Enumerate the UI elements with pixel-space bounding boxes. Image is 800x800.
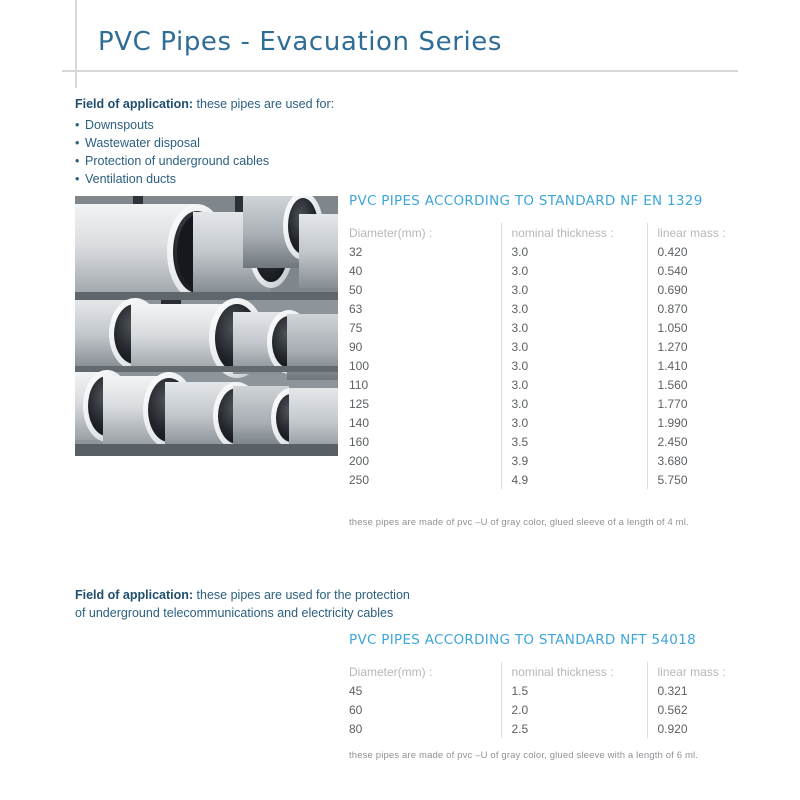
column-header-diameter: Diameter(mm) : (349, 225, 433, 240)
cell-thickness: 3.0 (501, 337, 647, 356)
cell-linear-mass: 0.690 (647, 280, 741, 299)
application-label: Field of application: (75, 97, 194, 111)
cell-thickness: 3.5 (501, 432, 647, 451)
cell-thickness: 3.0 (501, 299, 647, 318)
pvc-pipes-photo (75, 196, 338, 456)
cell-thickness: 2.5 (501, 719, 647, 738)
table-header-row (349, 662, 741, 681)
application-text: these pipes are used for the protection (193, 588, 410, 602)
cell-diameter: 50 (349, 282, 363, 297)
column-header-linear-mass: linear mass : (647, 223, 741, 242)
cell-diameter: 100 (349, 358, 370, 373)
cell-linear-mass: 0.870 (647, 299, 741, 318)
table-row (349, 700, 741, 719)
cell-linear-mass: 0.321 (647, 681, 741, 700)
header-vertical-rule (75, 0, 77, 88)
list-item (75, 170, 334, 188)
table-footnote: these pipes are made of pvc –U of gray color, glued sleeve with a length of 6 ml. (349, 750, 699, 761)
table-row (349, 451, 741, 470)
header-horizontal-rule (62, 70, 738, 72)
spec-table-block-2 (349, 632, 749, 761)
table-row (349, 394, 741, 413)
column-header-diameter: Diameter(mm) : (349, 664, 433, 679)
application-text-line-2: of underground telecommunications and electricity cables (75, 606, 394, 620)
list-item (75, 116, 334, 134)
table-row (349, 432, 741, 451)
table-title: PVC PIPES ACCORDING TO STANDARD NF EN 1329 (349, 193, 703, 209)
list-item (75, 152, 334, 170)
table-row (349, 261, 741, 280)
cell-diameter: 140 (349, 415, 370, 430)
cell-thickness: 3.0 (501, 261, 647, 280)
cell-diameter: 80 (349, 721, 363, 736)
table-footnote: these pipes are made of pvc –U of gray color, glued sleeve of a length of 4 ml. (349, 517, 689, 528)
table-header-row (349, 223, 741, 242)
cell-linear-mass: 5.750 (647, 470, 741, 489)
cell-linear-mass: 1.770 (647, 394, 741, 413)
cell-linear-mass: 1.410 (647, 356, 741, 375)
cell-thickness: 3.0 (501, 318, 647, 337)
cell-linear-mass: 1.270 (647, 337, 741, 356)
application-label: Field of application: (75, 588, 194, 602)
pvc-pipes-illustration (75, 196, 338, 456)
application-text: these pipes are used for: (193, 97, 335, 111)
table-row (349, 337, 741, 356)
cell-diameter: 45 (349, 683, 363, 698)
cell-diameter: 200 (349, 453, 370, 468)
cell-linear-mass: 1.050 (647, 318, 741, 337)
cell-thickness: 3.0 (501, 242, 647, 261)
spec-table-block-1 (349, 193, 749, 528)
cell-diameter: 63 (349, 301, 363, 316)
table-row (349, 681, 741, 700)
cell-linear-mass: 0.540 (647, 261, 741, 280)
table-title: PVC PIPES ACCORDING TO STANDARD NFT 54018 (349, 632, 696, 648)
cell-linear-mass: 1.560 (647, 375, 741, 394)
cell-diameter: 90 (349, 339, 363, 354)
field-of-application-block-1 (75, 95, 334, 188)
cell-thickness: 4.9 (501, 470, 647, 489)
cell-diameter: 125 (349, 396, 370, 411)
table-row (349, 375, 741, 394)
spec-table (349, 662, 741, 738)
cell-diameter: 32 (349, 244, 363, 259)
list-item-label: Downspouts (85, 118, 154, 132)
column-header-linear-mass: linear mass : (647, 662, 741, 681)
cell-diameter: 160 (349, 434, 370, 449)
cell-linear-mass: 2.450 (647, 432, 741, 451)
cell-thickness: 3.0 (501, 375, 647, 394)
list-item-label: Wastewater disposal (85, 136, 200, 150)
cell-thickness: 3.0 (501, 280, 647, 299)
bullet-icon: • (75, 136, 80, 150)
cell-thickness: 2.0 (501, 700, 647, 719)
column-header-thickness: nominal thickness : (501, 223, 647, 242)
cell-diameter: 110 (349, 377, 369, 392)
cell-linear-mass: 3.680 (647, 451, 741, 470)
column-header-thickness: nominal thickness : (501, 662, 647, 681)
cell-linear-mass: 0.562 (647, 700, 741, 719)
cell-diameter: 250 (349, 472, 370, 487)
cell-thickness: 3.0 (501, 356, 647, 375)
cell-diameter: 75 (349, 320, 363, 335)
cell-diameter: 40 (349, 263, 363, 278)
table-row (349, 280, 741, 299)
cell-linear-mass: 1.990 (647, 413, 741, 432)
application-intro-line (75, 586, 410, 604)
bullet-icon: • (75, 172, 80, 186)
table-row (349, 470, 741, 489)
spec-table (349, 223, 741, 489)
cell-diameter: 60 (349, 702, 363, 717)
list-item-label: Ventilation ducts (85, 172, 177, 186)
table-row (349, 242, 741, 261)
table-row (349, 413, 741, 432)
cell-thickness: 3.9 (501, 451, 647, 470)
cell-linear-mass: 0.420 (647, 242, 741, 261)
table-row (349, 719, 741, 738)
table-row (349, 318, 741, 337)
bullet-icon: • (75, 118, 80, 132)
cell-thickness: 3.0 (501, 413, 647, 432)
field-of-application-block-2 (75, 586, 410, 622)
table-row (349, 299, 741, 318)
cell-thickness: 1.5 (501, 681, 647, 700)
cell-linear-mass: 0.920 (647, 719, 741, 738)
application-intro-line (75, 95, 334, 113)
list-item (75, 134, 334, 152)
bullet-icon: • (75, 154, 80, 168)
page-title: PVC Pipes - Evacuation Series (98, 27, 503, 57)
list-item-label: Protection of underground cables (85, 154, 270, 168)
application-bullet-list (75, 116, 334, 188)
cell-thickness: 3.0 (501, 394, 647, 413)
table-row (349, 356, 741, 375)
